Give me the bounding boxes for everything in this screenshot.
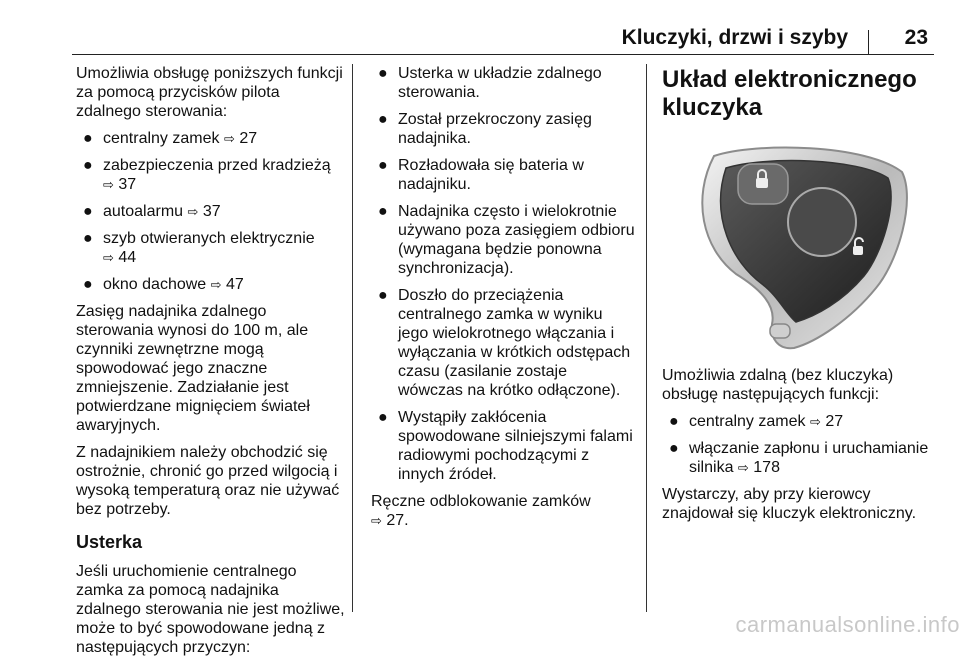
bullet-icon: ●: [83, 276, 93, 293]
bullet-icon: ●: [83, 203, 93, 220]
reference-arrow-icon: ⇨: [103, 250, 114, 265]
reference-arrow-icon: ⇨: [187, 204, 199, 219]
header-divider: [868, 30, 869, 54]
reference-arrow-icon: ⇨: [737, 460, 749, 475]
fault-paragraph: Jeśli uruchomienie centralnego zamka za pomocą nadajnika zdalnego sterowania nie jest możliwe, może to być spowodowane jedną z następujących przyczyn:: [76, 563, 345, 656]
electronic-key-illustration: [666, 138, 928, 352]
reference-arrow-icon: ⇨: [809, 414, 821, 429]
list-item: ● Usterka w układzie zdalnego sterowania.: [378, 65, 602, 101]
column-divider-2: [646, 64, 647, 612]
fault-causes-list: [371, 64, 635, 484]
list-item: ● Nadajnika często i wielokrotnie używano poza zasięgiem odbioru (wymagana będzie ponowna synchronizacja).: [378, 203, 635, 277]
closing-paragraph: Wystarczy, aby przy kierowcy znajdował się kluczyk elektroniczny.: [662, 486, 917, 522]
range-paragraph: Zasięg nadajnika zdalnego sterowania wynosi do 100 m, ale czynniki zewnętrzne mogą spowodować jego znaczne zmniejszenie. Zadziałanie jest potwierdzane mignięciem świateł awaryjnych.: [76, 303, 310, 434]
fault-heading: Usterka: [76, 532, 143, 552]
page-reference[interactable]: ⇨ 37: [187, 203, 221, 220]
bullet-icon: ●: [378, 409, 388, 426]
page-reference[interactable]: ⇨ 178: [737, 459, 780, 476]
column-left: [76, 64, 348, 665]
bullet-icon: ●: [378, 111, 388, 128]
lock-button: [738, 164, 788, 204]
list-item: ● włączanie zapłonu i uruchamianie silnika ⇨ 178: [669, 440, 929, 476]
bullet-icon: ●: [669, 440, 679, 457]
reference-arrow-icon: ⇨: [223, 131, 235, 146]
page-reference[interactable]: ⇨ 37: [103, 176, 137, 193]
list-item: ● autoalarmu ⇨ 37: [83, 203, 221, 220]
list-item: ● Został przekroczony zasięg nadajnika.: [378, 111, 592, 147]
watermark: carmanualsonline.info: [735, 612, 960, 637]
column-middle: [371, 64, 635, 538]
bullet-icon: ●: [378, 157, 388, 174]
list-item: ● Rozładowała się bateria w nadajniku.: [378, 157, 584, 193]
column-right: [662, 64, 932, 531]
list-item: ● szyb otwieranych elektrycznie ⇨ 44: [83, 230, 315, 266]
bullet-icon: ●: [669, 413, 679, 430]
list-item: ● Wystąpiły zakłócenia spowodowane silniejszymi falami radiowymi pochodzącymi z innych źródeł.: [378, 409, 633, 483]
chapter-title: Kluczyki, drzwi i szyby: [621, 26, 848, 49]
remote-intro: Umożliwia obsługę poniższych funkcji za pomocą przycisków pilota zdalnego sterowania:: [76, 65, 343, 120]
page-reference[interactable]: ⇨ 27: [223, 130, 258, 147]
bullet-icon: ●: [378, 287, 388, 304]
column-divider-1: [352, 64, 353, 612]
page-reference[interactable]: ⇨ 44: [103, 249, 137, 266]
list-item: ● okno dachowe ⇨ 47: [83, 276, 244, 293]
reference-arrow-icon: ⇨: [103, 177, 114, 192]
list-item: ● centralny zamek ⇨ 27: [83, 130, 258, 147]
bullet-icon: ●: [83, 157, 93, 174]
list-item: ● zabezpieczenia przed kradzieżą ⇨ 37: [83, 157, 331, 193]
page-reference[interactable]: ⇨ 47: [210, 276, 244, 293]
bullet-icon: ●: [83, 130, 93, 147]
page-reference[interactable]: ⇨ 27: [809, 413, 844, 430]
key-fob-icon: [666, 138, 928, 352]
reference-arrow-icon: ⇨: [210, 277, 222, 292]
remote-functions-list: [76, 129, 348, 294]
care-paragraph: Z nadajnikiem należy obchodzić się ostrożnie, chronić go przed wilgocią i wysoką temperaturą oraz nie używać bez potrzeby.: [76, 444, 340, 518]
page-header: [0, 0, 960, 54]
header-rule: [72, 54, 934, 55]
bullet-icon: ●: [83, 230, 93, 247]
page-reference[interactable]: ⇨ 27.: [371, 512, 409, 529]
ekey-intro: Umożliwia zdalną (bez kluczyka) obsługę następujących funkcji:: [662, 367, 894, 403]
section-heading: Układ elektronicznego kluczyka: [662, 66, 917, 121]
list-item: ● centralny zamek ⇨ 27: [669, 413, 844, 430]
ekey-functions-list: [662, 412, 932, 477]
page-number: 23: [904, 26, 928, 49]
bullet-icon: ●: [378, 203, 388, 220]
manual-unlock-paragraph: Ręczne odblokowanie zamków ⇨ 27.: [371, 493, 591, 529]
reference-arrow-icon: ⇨: [371, 513, 382, 528]
list-item: ● Doszło do przeciążenia centralnego zamka w wyniku jego wielokrotnego włączania i wyłączania w krótkich odstępach czasu (zasilanie zostaje wówczas na krótko odłączone).: [378, 287, 631, 399]
bullet-icon: ●: [378, 65, 388, 82]
